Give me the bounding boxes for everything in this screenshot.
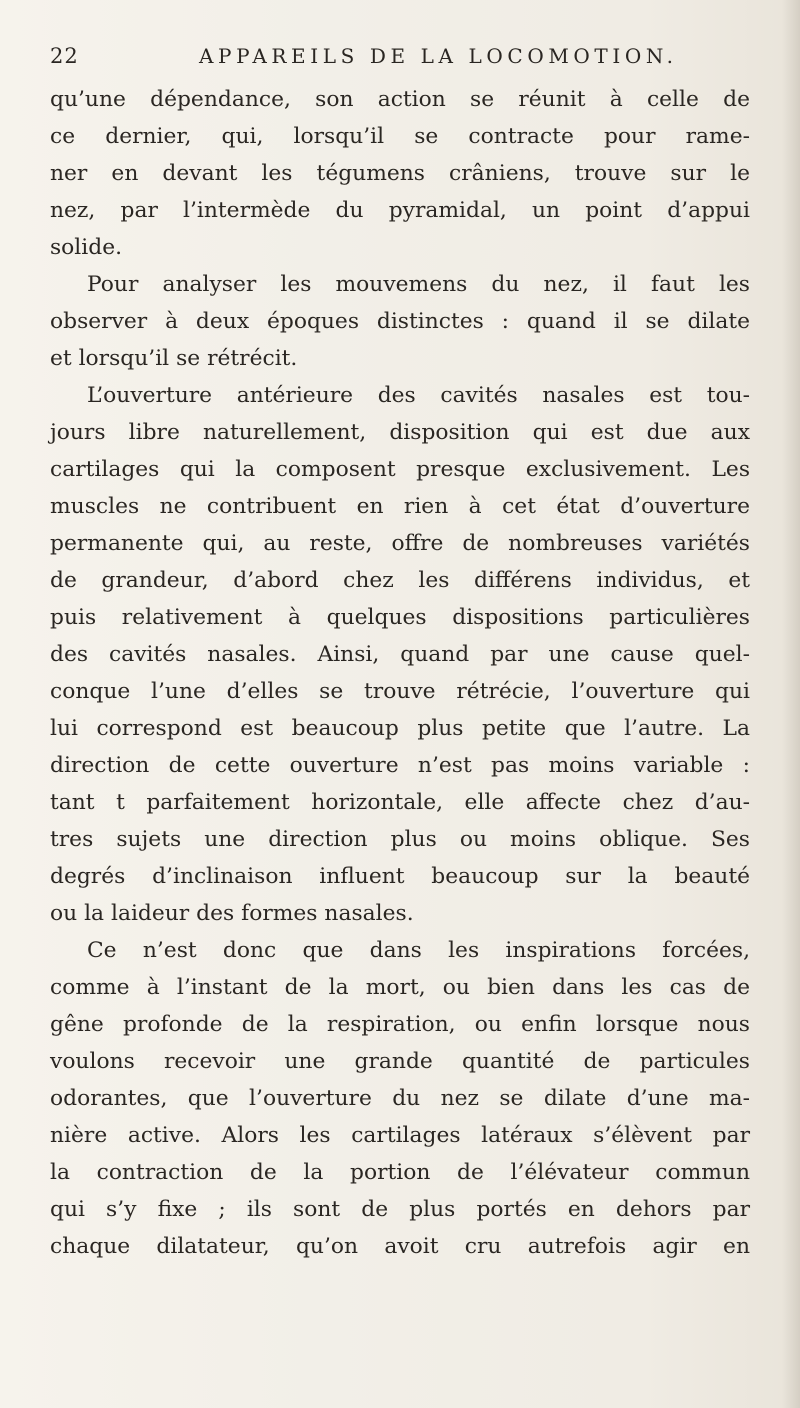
text-line: solide. (50, 235, 123, 260)
text-line: qui s’y fixe ; ils sont de plus portés en dehors par (50, 1197, 750, 1222)
text-line: cartilages qui la composent presque exclusivement. Les (50, 457, 750, 482)
text-line: qu’une dépendance, son action se réunit à celle de (50, 87, 750, 112)
text-line: et lorsqu’il se rétrécit. (50, 346, 298, 371)
text-line: L’ouverture antérieure des cavités nasales est tou- (87, 383, 750, 408)
text-line: nez, par l’intermède du pyramidal, un point d’appui (50, 198, 750, 223)
text-line: tant t parfaitement horizontale, elle affecte chez d’au- (50, 790, 750, 815)
text-line: des cavités nasales. Ainsi, quand par une cause quel- (50, 642, 750, 667)
text-line: de grandeur, d’abord chez les différens individus, et (50, 568, 750, 593)
text-line: voulons recevoir une grande quantité de particules (50, 1049, 750, 1074)
text-line: puis relativement à quelques dispositions particulières (50, 605, 750, 630)
page-number: 22 (50, 44, 79, 68)
text-line: jours libre naturellement, disposition qui est due aux (50, 420, 750, 445)
text-line: nière active. Alors les cartilages latéraux s’élèvent par (50, 1123, 750, 1148)
text-line: Pour analyser les mouvemens du nez, il faut les (87, 272, 750, 297)
text-line: tres sujets une direction plus ou moins oblique. Ses (50, 827, 750, 852)
text-line: comme à l’instant de la mort, ou bien dans les cas de (50, 975, 750, 1000)
text-line: chaque dilatateur, qu’on avoit cru autrefois agir en (50, 1234, 750, 1259)
text-line: permanente qui, au reste, offre de nombreuses variétés (50, 531, 750, 556)
running-head: APPAREILS DE LA LOCOMOTION. (199, 44, 678, 68)
text-line: lui correspond est beaucoup plus petite que l’autre. La (50, 716, 750, 741)
text-line: direction de cette ouverture n’est pas moins variable : (50, 753, 750, 778)
text-line: ner en devant les tégumens crâniens, trouve sur le (50, 161, 750, 186)
text-line: ce dernier, qui, lorsqu’il se contracte pour rame- (50, 124, 750, 149)
text-line: Ce n’est donc que dans les inspirations forcées, (87, 938, 750, 963)
text-line: gêne profonde de la respiration, ou enfin lorsque nous (50, 1012, 750, 1037)
page-edge-shadow (782, 0, 800, 1408)
text-line: odorantes, que l’ouverture du nez se dilate d’une ma- (50, 1086, 750, 1111)
text-line: conque l’une d’elles se trouve rétrécie, l’ouverture qui (50, 679, 750, 704)
text-line: observer à deux époques distinctes : quand il se dilate (50, 309, 750, 334)
text-line: degrés d’inclinaison influent beaucoup sur la beauté (50, 864, 750, 889)
body-text (50, 81, 750, 1265)
text-line: ou la laideur des formes nasales. (50, 901, 414, 926)
text-line: muscles ne contribuent en rien à cet état d’ouverture (50, 494, 750, 519)
text-line: la contraction de la portion de l’élévateur commun (50, 1160, 750, 1185)
page-header (50, 44, 750, 74)
